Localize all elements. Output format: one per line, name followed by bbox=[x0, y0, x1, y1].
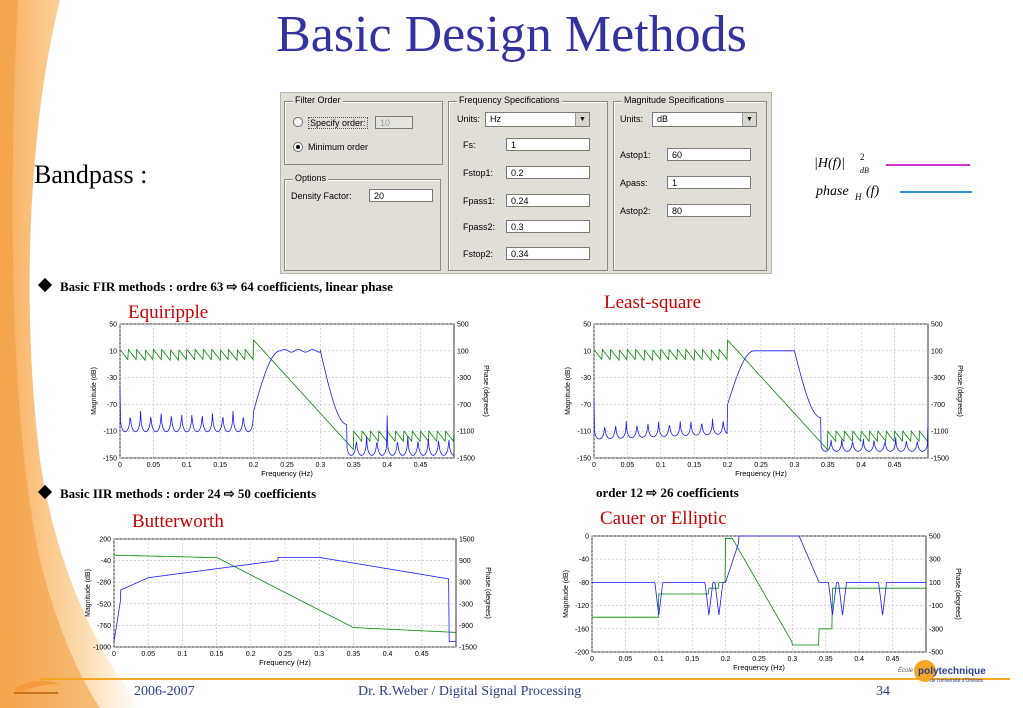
fs-label: Fs: bbox=[463, 140, 476, 150]
x-tick-label: 0.1 bbox=[177, 651, 188, 658]
specify-order-radio[interactable] bbox=[293, 117, 303, 127]
x-tick-label: 0.15 bbox=[213, 462, 228, 469]
x-tick-label: 0.1 bbox=[653, 656, 664, 663]
fstop1-input[interactable]: 0.2 bbox=[506, 166, 590, 179]
x-tick-label: 0.45 bbox=[414, 651, 429, 658]
y2-axis-label: Phase (degrees) bbox=[482, 365, 489, 417]
x-tick-label: 0.15 bbox=[209, 651, 224, 658]
y2-axis-label: Phase (degrees) bbox=[484, 567, 491, 619]
bandpass-label: Bandpass : bbox=[34, 160, 148, 189]
minimum-order-radio[interactable] bbox=[293, 142, 303, 152]
fstop2-label: Fstop2: bbox=[463, 249, 494, 259]
logo-text: polytechnique bbox=[918, 666, 986, 677]
y-tick-label: -40 bbox=[578, 556, 589, 564]
x-tick-label: 0.35 bbox=[818, 656, 833, 663]
x-tick-label: 0.35 bbox=[820, 462, 835, 469]
footer-page-number: 34 bbox=[876, 684, 890, 699]
y-axis-label: Magnitude (dB) bbox=[563, 570, 570, 618]
y2-tick-label: -700 bbox=[931, 401, 946, 409]
x-tick-label: 0.3 bbox=[314, 651, 325, 658]
diamond-icon bbox=[38, 485, 52, 499]
y2-tick-label: 100 bbox=[457, 348, 469, 356]
x-tick-label: 0.35 bbox=[346, 651, 361, 658]
x-tick-label: 0.05 bbox=[618, 656, 633, 663]
x-tick-label: 0.1 bbox=[181, 462, 192, 469]
y-tick-label: -30 bbox=[580, 375, 591, 383]
y-tick-label: -760 bbox=[96, 622, 111, 630]
y2-tick-label: 100 bbox=[931, 348, 943, 356]
x-axis-label: Frequency (Hz) bbox=[261, 469, 313, 478]
elliptic-order-text: order 12 ⇨ 26 coefficients bbox=[596, 485, 739, 500]
y2-tick-label: -700 bbox=[457, 401, 472, 409]
x-tick-label: 0.25 bbox=[754, 462, 768, 469]
magnitude-formula-sub: dB bbox=[860, 166, 869, 175]
footer-author: Dr. R.Weber / Digital Signal Processing bbox=[358, 684, 582, 699]
x-tick-label: 0.1 bbox=[655, 462, 666, 469]
y-tick-label: -120 bbox=[574, 603, 589, 611]
x-tick-label: 0.2 bbox=[722, 462, 733, 469]
astop1-label: Astop1: bbox=[620, 150, 651, 160]
least-square-chart bbox=[556, 318, 968, 478]
iir-bullet-text: Basic IIR methods : order 24 ⇨ 50 coefficients bbox=[60, 486, 317, 501]
mag-units-label: Units: bbox=[620, 114, 644, 124]
fir-bullet-text: Basic FIR methods : ordre 63 ⇨ 64 coefficients, linear phase bbox=[60, 279, 393, 294]
university-logo bbox=[12, 676, 62, 696]
x-tick-label: 0.3 bbox=[787, 656, 798, 663]
frequency-specifications-legend: Frequency Specifications bbox=[459, 95, 560, 105]
density-factor-label: Density Factor: bbox=[291, 191, 352, 201]
filter-order-group bbox=[284, 95, 443, 165]
fstop1-label: Fstop1: bbox=[463, 168, 494, 178]
y2-tick-label: 300 bbox=[929, 556, 941, 564]
x-tick-label: 0.3 bbox=[315, 462, 326, 469]
chart-axes bbox=[563, 534, 961, 673]
y-tick-label: -200 bbox=[574, 649, 589, 657]
y2-axis-label: Phase (degrees) bbox=[954, 568, 961, 620]
y2-tick-label: -100 bbox=[929, 603, 944, 611]
y-tick-label: -150 bbox=[102, 455, 117, 463]
y-tick-label: 200 bbox=[99, 536, 111, 544]
y-tick-label: 10 bbox=[109, 348, 117, 356]
x-tick-label: 0 bbox=[112, 651, 116, 658]
y2-axis-label: Phase (degrees) bbox=[956, 365, 963, 417]
x-tick-label: 0 bbox=[590, 656, 594, 663]
x-tick-label: 0.2 bbox=[720, 656, 731, 663]
y2-tick-label: -300 bbox=[459, 601, 474, 609]
x-tick-label: 0.2 bbox=[248, 462, 259, 469]
x-tick-label: 0.25 bbox=[278, 651, 292, 658]
footer-date: 2006-2007 bbox=[134, 684, 195, 699]
filter-order-legend: Filter Order bbox=[295, 95, 341, 105]
options-legend: Options bbox=[295, 173, 327, 183]
x-axis-label: Frequency (Hz) bbox=[259, 658, 311, 667]
y-tick-label: -110 bbox=[103, 428, 117, 436]
equiripple-label: Equiripple bbox=[128, 302, 209, 323]
equiripple-chart bbox=[82, 318, 494, 478]
x-tick-label: 0.3 bbox=[789, 462, 800, 469]
y-tick-label: -70 bbox=[580, 401, 591, 409]
y-tick-label: -160 bbox=[574, 626, 589, 634]
magnitude-formula: |H(f)| bbox=[814, 156, 846, 171]
options-group bbox=[284, 173, 441, 271]
minimum-order-label: Minimum order bbox=[308, 142, 369, 152]
magnitude-specifications-legend: Magnitude Specifications bbox=[624, 95, 725, 105]
x-tick-label: 0.05 bbox=[141, 651, 156, 658]
x-tick-label: 0.45 bbox=[413, 462, 428, 469]
x-tick-label: 0.15 bbox=[685, 656, 700, 663]
frequency-specifications-group bbox=[448, 95, 608, 271]
x-tick-label: 0.35 bbox=[346, 462, 361, 469]
y-tick-label: -150 bbox=[576, 455, 591, 463]
x-tick-label: 0.4 bbox=[856, 462, 867, 469]
y2-tick-label: 900 bbox=[459, 558, 471, 566]
apass-label: Apass: bbox=[620, 178, 648, 188]
astop2-input[interactable]: 80 bbox=[667, 204, 751, 217]
y-tick-label: -110 bbox=[577, 428, 591, 436]
phase-formula-arg: (f) bbox=[866, 184, 880, 199]
mag-units-select[interactable] bbox=[652, 112, 757, 127]
fs-input[interactable]: 1 bbox=[506, 138, 590, 151]
x-tick-label: 0.25 bbox=[280, 462, 294, 469]
fir-bullet bbox=[36, 279, 393, 295]
y-tick-label: -1000 bbox=[93, 644, 111, 652]
density-factor-input[interactable]: 20 bbox=[369, 189, 433, 202]
elliptic-label: Cauer or Elliptic bbox=[600, 508, 727, 529]
x-tick-label: 0.05 bbox=[146, 462, 161, 469]
magnitude-specifications-group bbox=[613, 95, 767, 271]
x-axis-label: Frequency (Hz) bbox=[735, 469, 787, 478]
y2-tick-label: -300 bbox=[929, 626, 944, 634]
university-logo-icon bbox=[12, 676, 62, 696]
y2-tick-label: -1500 bbox=[457, 455, 475, 463]
freq-units-select[interactable] bbox=[485, 112, 590, 127]
logo-small: de l'université d'Orléans bbox=[930, 678, 984, 684]
fpass2-input[interactable]: 0.3 bbox=[506, 220, 590, 233]
specify-order-input[interactable]: 10 bbox=[375, 116, 413, 129]
phase-formula: phase bbox=[816, 184, 849, 199]
x-tick-label: 0.4 bbox=[854, 656, 865, 663]
legend-box bbox=[812, 150, 982, 210]
least-square-label: Least-square bbox=[604, 292, 702, 313]
y2-tick-label: -900 bbox=[459, 622, 474, 630]
y2-tick-label: -1100 bbox=[457, 428, 475, 436]
phase-formula-sub: H bbox=[855, 192, 862, 202]
y2-tick-label: -1500 bbox=[931, 455, 949, 463]
fpass1-input[interactable]: 0.24 bbox=[506, 194, 590, 207]
diamond-icon bbox=[38, 278, 52, 292]
fstop2-input[interactable]: 0.34 bbox=[506, 247, 590, 260]
freq-units-value: Hz bbox=[490, 114, 501, 124]
y2-tick-label: -1100 bbox=[931, 428, 949, 436]
y2-tick-label: 500 bbox=[457, 321, 469, 329]
y2-tick-label: 100 bbox=[929, 579, 941, 587]
magnitude-legend-line bbox=[886, 164, 970, 166]
y-tick-label: 50 bbox=[583, 321, 591, 329]
y2-tick-label: 1500 bbox=[459, 536, 475, 544]
freq-units-label: Units: bbox=[457, 114, 481, 124]
mag-units-value: dB bbox=[657, 114, 669, 124]
x-axis-label: Frequency (Hz) bbox=[733, 663, 785, 672]
x-tick-label: 0.45 bbox=[887, 462, 902, 469]
y2-tick-label: 500 bbox=[931, 321, 943, 329]
specify-order-label[interactable]: Specify order: bbox=[310, 118, 366, 128]
x-tick-label: 0.4 bbox=[382, 462, 393, 469]
fpass1-label: Fpass1: bbox=[463, 196, 496, 206]
y-tick-label: -80 bbox=[578, 579, 589, 587]
y-tick-label: 10 bbox=[583, 348, 591, 356]
x-tick-label: 0.05 bbox=[620, 462, 635, 469]
chart-axes bbox=[91, 322, 489, 479]
apass-input[interactable]: 1 bbox=[667, 176, 751, 189]
elliptic-chart bbox=[554, 530, 966, 672]
x-tick-label: 0.25 bbox=[752, 656, 766, 663]
y-tick-label: -70 bbox=[106, 401, 117, 409]
iir-bullet bbox=[36, 486, 316, 502]
butterworth-label: Butterworth bbox=[132, 511, 224, 532]
y-axis-label: Magnitude (dB) bbox=[91, 367, 98, 415]
x-tick-label: 0.4 bbox=[382, 651, 393, 658]
y-tick-label: -40 bbox=[100, 558, 111, 566]
y2-tick-label: -300 bbox=[457, 375, 472, 383]
y2-tick-label: 500 bbox=[929, 533, 941, 541]
x-tick-label: 0 bbox=[592, 462, 596, 469]
chevron-down-icon: ▼ bbox=[742, 113, 756, 126]
x-tick-label: 0.45 bbox=[885, 656, 900, 663]
x-tick-label: 0.2 bbox=[245, 651, 256, 658]
polytechnique-logo bbox=[898, 660, 998, 690]
filter-design-dialog bbox=[280, 92, 772, 274]
phase-legend-line bbox=[900, 191, 972, 193]
y2-tick-label: -500 bbox=[929, 649, 944, 657]
y2-tick-label: 300 bbox=[459, 579, 471, 587]
astop2-label: Astop2: bbox=[620, 206, 651, 216]
y-tick-label: 0 bbox=[585, 533, 589, 541]
butterworth-chart bbox=[76, 533, 496, 667]
y-axis-label: Magnitude (dB) bbox=[85, 569, 92, 617]
magnitude-formula-sup: 2 bbox=[860, 152, 865, 162]
fpass2-label: Fpass2: bbox=[463, 222, 496, 232]
chart-axes bbox=[565, 322, 963, 479]
y2-tick-label: -1500 bbox=[459, 644, 477, 652]
y2-tick-label: -300 bbox=[931, 375, 946, 383]
slide-title: Basic Design Methods bbox=[276, 6, 747, 63]
x-tick-label: 0.15 bbox=[687, 462, 702, 469]
logo-ecole: École bbox=[898, 668, 914, 674]
chevron-down-icon: ▼ bbox=[575, 113, 589, 126]
astop1-input[interactable]: 60 bbox=[667, 148, 751, 161]
y-tick-label: -30 bbox=[106, 375, 117, 383]
y-axis-label: Magnitude (dB) bbox=[565, 367, 572, 415]
y-tick-label: -280 bbox=[96, 579, 111, 587]
y-tick-label: 50 bbox=[109, 321, 117, 329]
y-tick-label: -520 bbox=[96, 601, 111, 609]
x-tick-label: 0 bbox=[118, 462, 122, 469]
